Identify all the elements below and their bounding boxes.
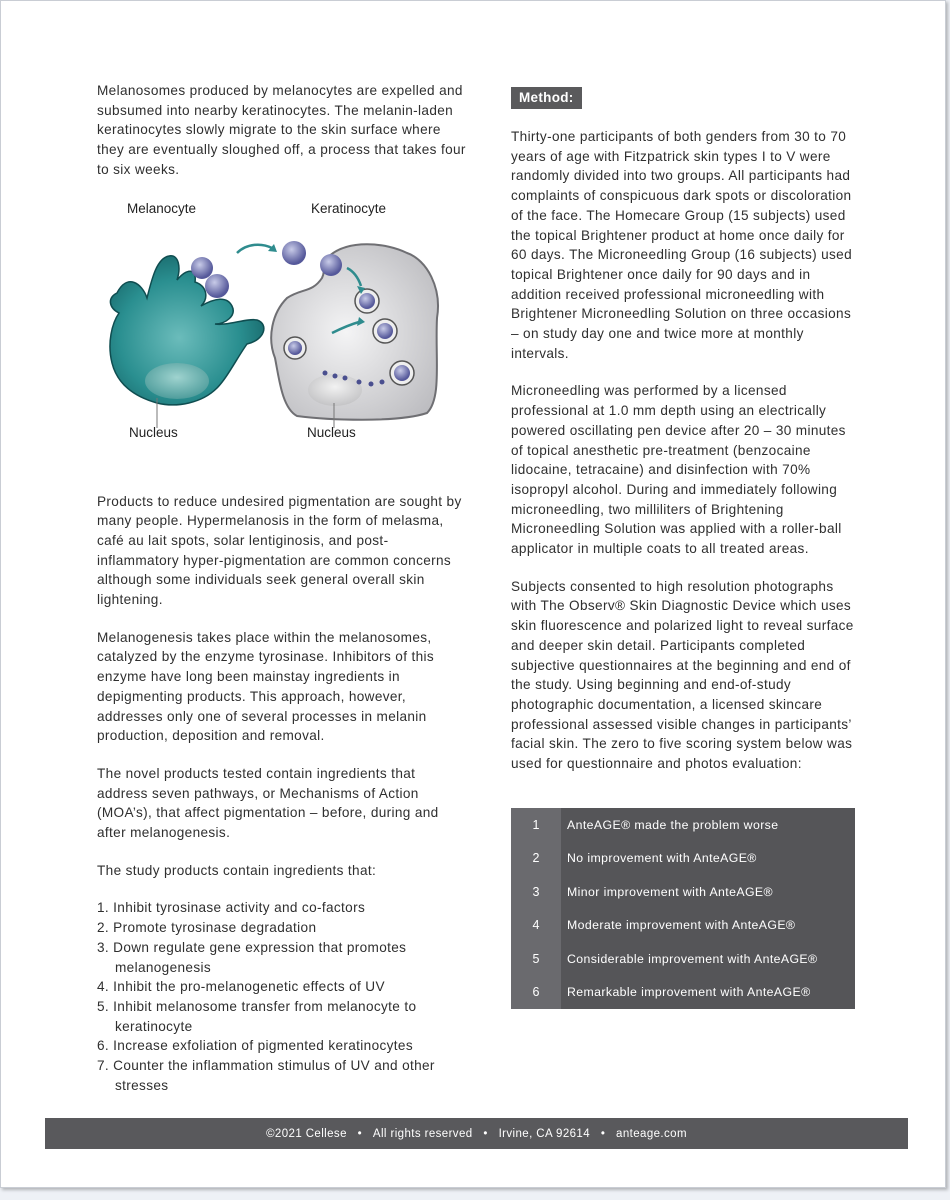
melanogenesis-paragraph: Melanogenesis takes place within the melanosomes, catalyzed by the enzyme tyrosinase. Inhibitors of this enzyme have long been mainstay ingredients in depigmenting products. This approach, however, addresses only one of several processes in melanin production, deposition and removal. (97, 629, 434, 744)
keratinocyte-nucleus (308, 374, 362, 406)
table-row (511, 908, 855, 942)
microneedling-paragraph: Microneedling was performed by a licensed professional at 1.0 mm depth using an electrically powered oscillating pen device after 20 – 30 minutes of topical anesthetic pre-treatment (benzocaine lidocaine, tetracaine) and disinfection with 70% isopropyl alcohol. During and immediately following microneedling, two milliliters of Brightening Microneedling Solution was applied with a roller-ball applicator in multiple coats to all treated areas. (511, 383, 846, 557)
list-item: 2. Promote tyrosinase degradation (97, 920, 317, 936)
table-row (511, 975, 855, 1009)
participants-paragraph: Thirty-one participants of both genders from 30 to 70 years of age with Fitzpatrick skin types I to V were randomly divided into two groups. All participants had complaints of conspicuous dark spots or discoloration of the face. The Homecare Group (15 subjects) used the topical Brightener product at home once daily for 60 days. The Microneedling Group (16 subjects) used topical Brightener once daily for 90 days and in addition received professional microneedling with Brightener Microneedling Solution on three occasions – on study day one and twice more at monthly intervals. (511, 129, 853, 361)
score-description: No improvement with AnteAGE® (567, 851, 757, 866)
list-item: 3. Down regulate gene expression that promotes melanogenesis (97, 939, 407, 975)
score-description: Considerable improvement with AnteAGE® (567, 951, 818, 966)
list-item: 5. Inhibit melanosome transfer from melanocyte to keratinocyte (97, 998, 417, 1034)
melanosome (377, 323, 393, 339)
ingredients-intro: The study products contain ingredients that: (97, 862, 377, 878)
melanocyte-nucleus (145, 363, 209, 399)
melanosome (191, 257, 213, 279)
melanosome (394, 365, 410, 381)
footer-website-link[interactable]: anteage.com (616, 1127, 687, 1140)
melanosome (288, 341, 302, 355)
score-number: 4 (511, 908, 561, 942)
list-item: 4. Inhibit the pro-melanogenetic effects of UV (97, 979, 385, 995)
score-number: 6 (511, 975, 561, 1009)
evaluation-paragraph: Subjects consented to high resolution photographs with The Observ® Skin Diagnostic Device which uses skin fluorescence and polarized light to reveal surface and deeper skin detail. Participants completed subjective questionnaires at the beginning and end of the study. Using beginning and end-of-study photographic documentation, a licensed skincare professional assessed visible changes in participants’ facial skin. The zero to five scoring system below was used for questionnaire and photos evaluation: (511, 578, 854, 772)
melanosome (205, 274, 229, 298)
footer-separator: • (357, 1127, 363, 1140)
scoring-scale-table (511, 808, 855, 1009)
footer-location: Irvine, CA 92614 (498, 1127, 591, 1140)
left-column (97, 81, 467, 1096)
score-description: Remarkable improvement with AnteAGE® (567, 985, 811, 1000)
score-number: 2 (511, 841, 561, 875)
right-column (511, 87, 861, 1009)
page-footer (45, 1118, 908, 1149)
method-heading: Method: (511, 87, 582, 109)
table-row (511, 841, 855, 875)
pathways-paragraph: The novel products tested contain ingredients that address seven pathways, or Mechanisms of Action (MOA’s), that affect pigmentation – before, during and after melanogenesis. (97, 765, 439, 841)
pigmentation-paragraph: Products to reduce undesired pigmentation are sought by many people. Hypermelanosis in the form of melasma, café au lait spots, solar lentiginosis, and post-inflammatory hyper-pigmentation are common concerns although some individuals seek general overall skin lightening. (97, 493, 462, 608)
melanosome (320, 254, 342, 276)
footer-separator: • (600, 1127, 606, 1140)
table-row (511, 875, 855, 909)
list-item: 6. Increase exfoliation of pigmented keratinocytes (97, 1038, 413, 1054)
intro-paragraph: Melanosomes produced by melanocytes are expelled and subsumed into nearby keratinocytes. The melanin-laden keratinocytes slowly migrate to the skin surface where they are eventually sloughed off, a process that takes four to six weeks. (97, 83, 466, 177)
table-row (511, 808, 855, 842)
footer-rights: All rights reserved (372, 1127, 473, 1140)
list-item: 7. Counter the inflammation stimulus of UV and other stresses (97, 1058, 435, 1093)
mechanisms-list (97, 898, 467, 1095)
melanosome-transfer-diagram (97, 198, 467, 468)
list-item: 1. Inhibit tyrosinase activity and co-factors (97, 900, 366, 916)
score-description: Minor improvement with AnteAGE® (567, 884, 773, 899)
footer-separator: • (483, 1127, 488, 1140)
score-number: 1 (511, 808, 561, 842)
score-description: Moderate improvement with AnteAGE® (567, 918, 796, 933)
melanosome (282, 241, 306, 265)
score-description: AnteAGE® made the problem worse (567, 817, 779, 832)
keratinocyte-label: Keratinocyte (311, 200, 387, 216)
melanosome (359, 293, 375, 309)
nucleus-label-left: Nucleus (129, 424, 178, 440)
nucleus-label-right: Nucleus (307, 424, 356, 440)
score-number: 5 (511, 942, 561, 976)
table-row (511, 942, 855, 976)
footer-copyright: ©2021 Cellese (266, 1127, 347, 1140)
score-number: 3 (511, 875, 561, 909)
melanocyte-label: Melanocyte (127, 200, 197, 216)
